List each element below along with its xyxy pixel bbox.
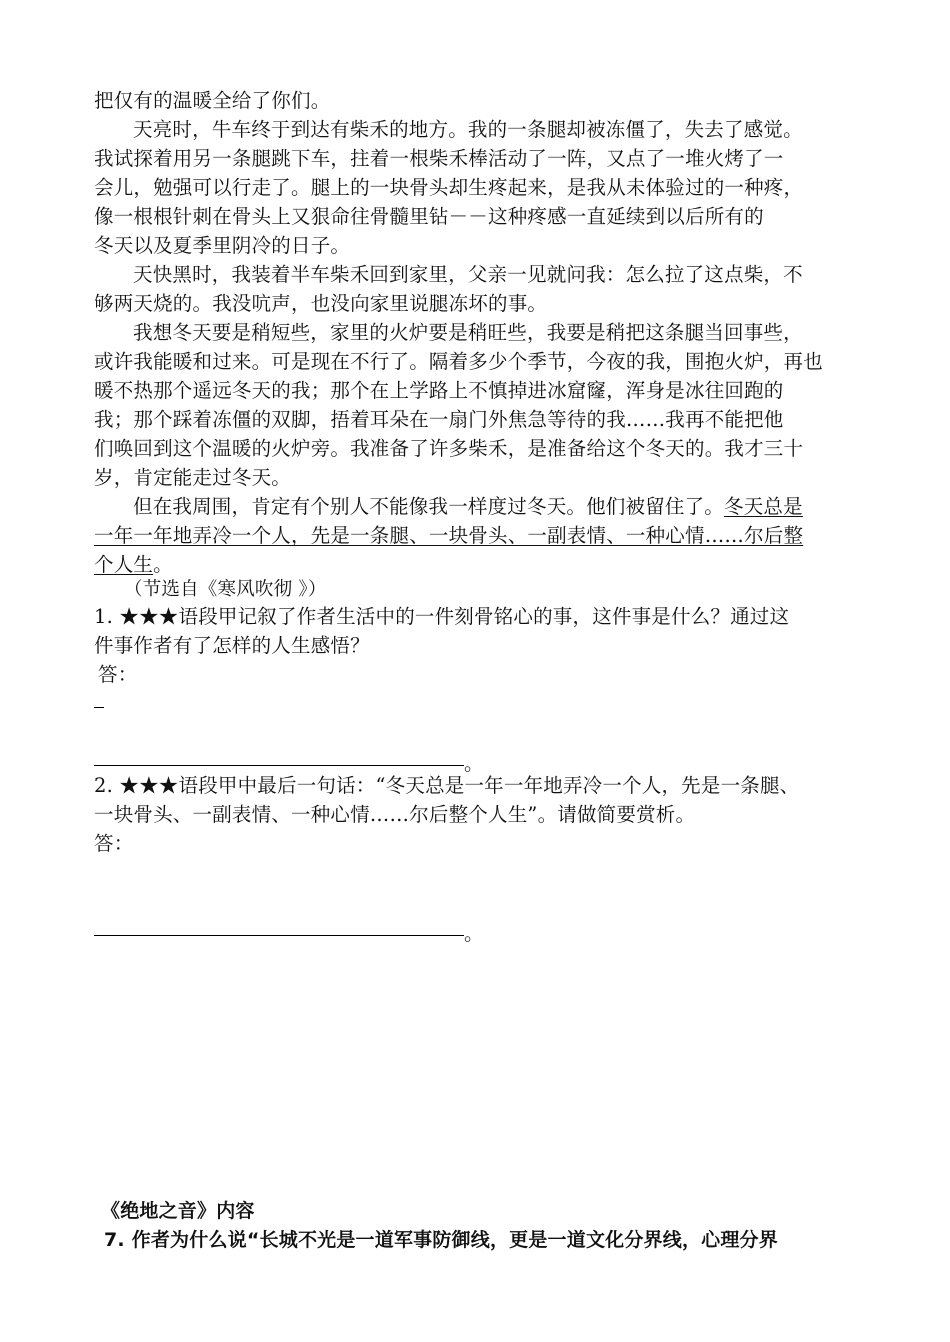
- passage-line: 把仅有的温暖全给了你们。: [94, 89, 331, 112]
- question-2-text: 2. ★★★语段甲中最后一句话：“冬天总是一年一年地弄冷一个人，先是一条腿、: [94, 774, 800, 797]
- section-heading: 《绝地之音》内容: [101, 1200, 255, 1222]
- passage-line: 我试探着用另一条腿跳下车，拄着一根柴禾棒活动了一阵，又点了一堆火烤了一: [94, 147, 784, 170]
- underlined-sentence: 冬天总是: [724, 495, 803, 518]
- answer-dash: [94, 707, 104, 708]
- answer-label: 答：: [98, 663, 138, 686]
- passage-line: 我；那个踩着冻僵的双脚，捂着耳朵在一扇门外焦急等待的我……我再不能把他: [94, 408, 784, 431]
- passage-line: 天快黑时，我装着半车柴禾回到家里，父亲一见就问我：怎么拉了这点柴，不: [133, 263, 803, 286]
- question-2-text: 一块骨头、一副表情、一种心情……尔后整个人生”。请做简要赏析。: [94, 803, 696, 826]
- passage-line: 冬天以及夏季里阴冷的日子。: [94, 234, 351, 257]
- answer-line[interactable]: [94, 935, 464, 936]
- answer-period: 。: [464, 922, 484, 945]
- passage-line: 或许我能暖和过来。可是现在不行了。隔着多少个季节，今夜的我，围抱火炉，再也: [94, 350, 823, 373]
- answer-line[interactable]: [94, 765, 464, 766]
- passage-last-line: [94, 551, 173, 579]
- passage-line: 岁，肯定能走过冬天。: [94, 466, 292, 489]
- passage-source: （节选自《寒风吹彻 》）: [124, 579, 327, 600]
- answer-period: 。: [464, 752, 484, 775]
- passage-line: 我想冬天要是稍短些，家里的火炉要是稍旺些，我要是稍把这条腿当回事些，: [133, 321, 803, 344]
- passage-line: 会儿，勉强可以行走了。腿上的一块骨头却生疼起来，是我从未体验过的一种疼，: [94, 176, 804, 199]
- passage-line: 天亮时，牛车终于到达有柴禾的地方。我的一条腿却被冻僵了，失去了感觉。: [133, 118, 803, 141]
- question-1-text: 件事作者有了怎样的人生感悟？: [94, 634, 370, 657]
- passage-line: 暖不热那个遥远冬天的我；那个在上学路上不慎掉进冰窟窿，浑身是冰往回跑的: [94, 379, 784, 402]
- answer-label: 答：: [94, 832, 134, 855]
- question-7-text: 7. 作者为什么说“长城不光是一道军事防御线，更是一道文化分界线，心理分界: [104, 1229, 778, 1251]
- question-1-text: 1. ★★★语段甲记叙了作者生活中的一件刻骨铭心的事，这件事是什么？通过这: [94, 605, 790, 628]
- passage-line: 够两天烧的。我没吭声，也没向家里说腿冻坏的事。: [94, 292, 548, 315]
- passage-last-paragraph: [133, 493, 803, 521]
- underlined-sentence: 一年一年地弄冷一个人，先是一条腿、一块骨头、一副表情、一种心情……尔后整: [94, 524, 804, 547]
- passage-line: 像一根根针刺在骨头上又狠命往骨髓里钻－－这种疼感一直延续到以后所有的: [94, 205, 764, 228]
- sentence-end: 。: [153, 553, 173, 576]
- passage-line: 们唤回到这个温暖的火炉旁。我准备了许多柴禾，是准备给这个冬天的。我才三十: [94, 437, 804, 460]
- passage-plain-text: 但在我周围，肯定有个别人不能像我一样度过冬天。他们被留住了。: [133, 495, 725, 518]
- underlined-sentence: 个人生: [94, 553, 154, 576]
